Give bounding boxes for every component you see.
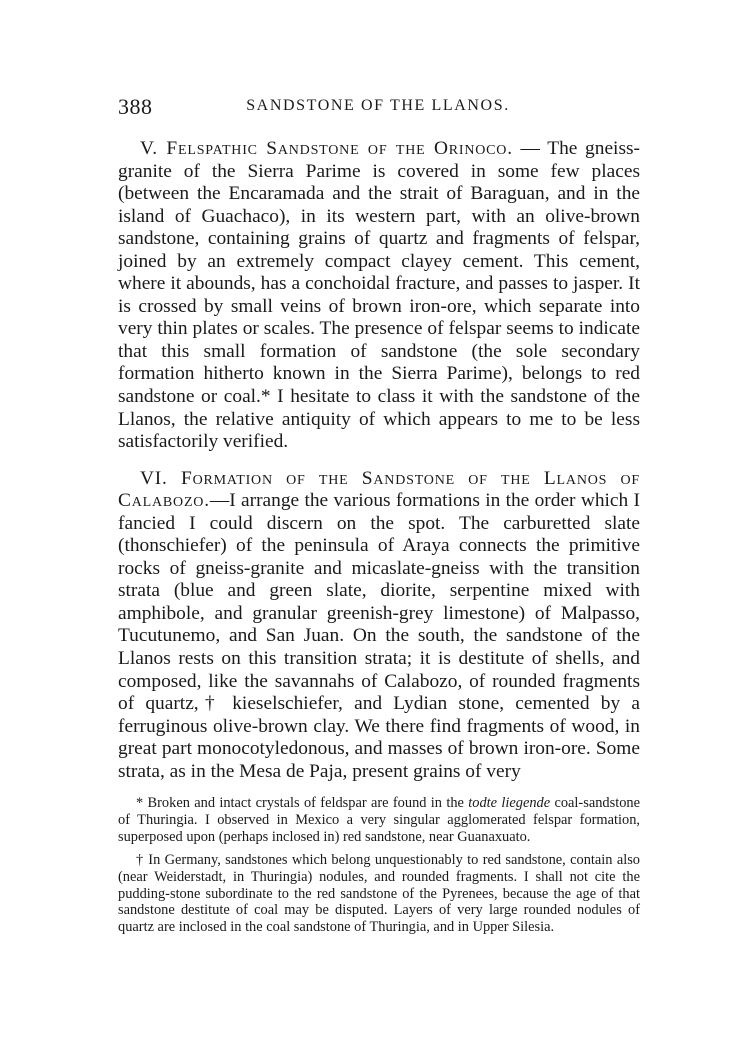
section-v-heading: V. Felspathic Sandstone of the Orinoco. xyxy=(140,138,513,159)
footnote-dagger xyxy=(118,852,640,937)
section-vi-text: —I arrange the various formations in the order which I fancied I could discern on the spot. The carburetted slate (thonschiefer) of the peninsula of Araya connects the primitive rocks of gneiss-granite and micaslate-gneiss with the transition strata (blue and green slate, diorite, serpentine mixed with amphibole, and granular greenish-grey limestone) of Malpasso, Tucutunemo, and San Juan. On the south, the sandstone of the Llanos rests on this transition strata; it is destitute of shells, and composed, like the savannahs of Calabozo, of rounded fragments of quartz,† kieselschiefer, and Lydian stone, cemented by a ferruginous olive-brown clay. We there find fragments of wood, in great part monocotyledonous, and masses of brown iron-ore. Some strata, as in the Mesa de Paja, present grains of very xyxy=(118,490,640,782)
page-number: 388 xyxy=(118,94,153,119)
section-v-paragraph xyxy=(118,138,640,454)
footnote-dagger-text: † In Germany, sandstones which belong unquestionably to red sandstone, contain also (near Weiderstadt, in Thuringia) nodules, and rounded fragments. I shall not cite the pudding-stone subordinate to the red sandstone of the Pyrenees, because the age of that sandstone destitute of coal may be disputed. Layers of very large rounded nodules of quartz are inclosed in the coal sandstone of Thuringia, and in Upper Silesia. xyxy=(118,851,640,936)
footnote-asterisk-text-end: coal-sandstone of Thuringia. I observed in Mexico a very singular agglomerated felspar formation, superposed upon (perhaps inclosed in) red sandstone, near Guanaxuato. xyxy=(118,795,640,845)
footnotes xyxy=(118,795,640,936)
body-text xyxy=(118,138,640,783)
running-title: SANDSTONE OF THE LLANOS. xyxy=(246,97,510,114)
section-vi-paragraph xyxy=(118,468,640,784)
footnote-asterisk-text: * Broken and intact crystals of feldspar are found in the xyxy=(136,795,469,811)
running-head xyxy=(118,94,638,120)
section-v-text: — The gneiss-granite of the Sierra Parime is covered in some few places (between the Encaramada and the strait of Baraguan, and in the island of Guachaco), in its western part, with an olive-brown sandstone, containing grains of quartz and fragments of felspar, joined by an extremely compact clayey cement. This cement, where it abounds, has a conchoidal fracture, and passes to jasper. It is crossed by small veins of brown iron-ore, which separate into very thin plates or scales. The presence of felspar seems to indicate that this small formation of sandstone (the sole secondary formation hitherto known in the Sierra Parime), belongs to red sandstone or coal.* I hesitate to class it with the sandstone of the Llanos, the relative antiquity of which appears to me to be less satisfactorily verified. xyxy=(118,138,640,453)
footnote-asterisk-italic: todte liegende xyxy=(468,795,551,811)
footnote-asterisk xyxy=(118,795,640,846)
section-vi-heading: VI. Formation of the Sandstone of the Llanos of Calabozo. xyxy=(118,467,640,512)
